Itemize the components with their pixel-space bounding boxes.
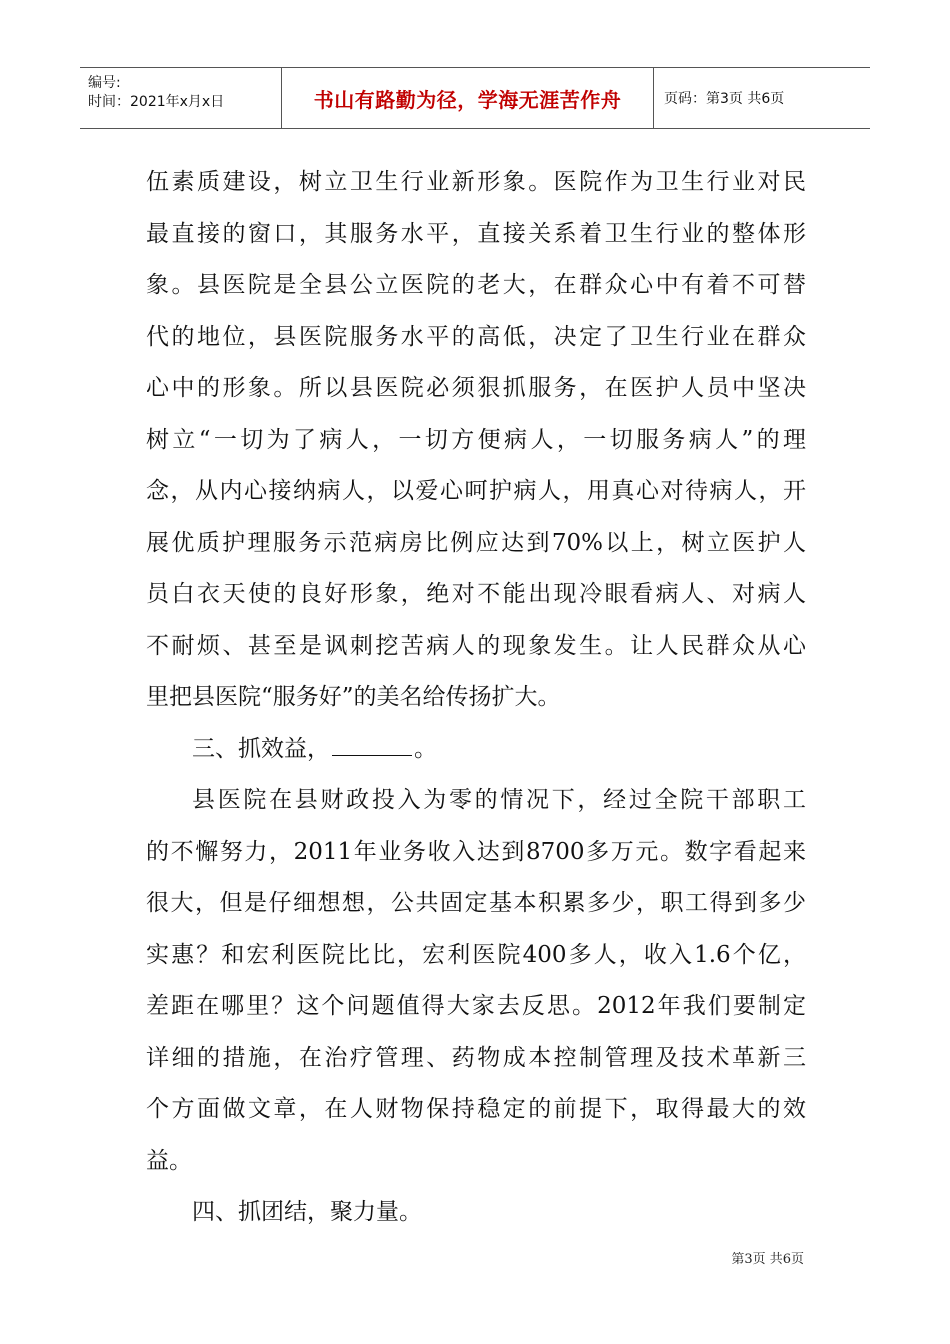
body-line: 员白衣天使的良好形象，绝对不能出现冷眼看病人、对病人 <box>146 581 806 607</box>
body-line: 益。 <box>146 1147 192 1174</box>
section-heading-3-text: 三、抓效益， <box>192 735 330 762</box>
header-page-code: 页码：第3页 共6页 <box>664 91 785 107</box>
section-heading-3 <box>146 724 806 776</box>
document-number-label: 编号: <box>88 75 121 91</box>
body-line: 个方面做文章，在人财物保持稳定的前提下，取得最大的效 <box>146 1096 806 1122</box>
body-line: 最直接的窗口，其服务水平，直接关系着卫生行业的整体形 <box>146 220 806 247</box>
section-heading-3-end: 。 <box>414 735 437 762</box>
body-line: 树立“一切为了病人，一切方便病人，一切服务病人”的理 <box>146 426 806 453</box>
header-motto: 书山有路勤为径，学海无涯苦作舟 <box>313 87 622 112</box>
page-header <box>80 67 870 129</box>
body-line: 差距在哪里？这个问题值得大家去反思。2012年我们要制定 <box>146 993 806 1019</box>
body-line: 伍素质建设，树立卫生行业新形象。医院作为卫生行业对民 <box>146 169 806 195</box>
body-line: 象。县医院是全县公立医院的老大，在群众心中有着不可替 <box>146 272 806 298</box>
header-page-cell <box>654 68 870 128</box>
body-line: 展优质护理服务示范病房比例应达到70%以上，树立医护人 <box>146 529 806 556</box>
page-footer: 第3页 共6页 <box>731 1252 804 1267</box>
body-line: 实惠？和宏利医院比比，宏利医院400多人，收入1.6个亿， <box>146 941 806 968</box>
document-body <box>146 157 806 1239</box>
body-line: 代的地位，县医院服务水平的高低，决定了卫生行业在群众 <box>146 323 806 350</box>
body-line: 念，从内心接纳病人，以爱心呵护病人，用真心对待病人，开 <box>146 478 806 504</box>
body-line: 里把县医院“服务好”的美名给传扬扩大。 <box>146 684 561 710</box>
body-line: 很大，但是仔细想想，公共固定基本积累多少，职工得到多少 <box>146 890 806 916</box>
section-heading-4: 四、抓团结，聚力量。 <box>192 1199 422 1225</box>
body-line: 心中的形象。所以县医院必须狠抓服务，在医护人员中坚决 <box>146 375 806 401</box>
header-meta-cell <box>80 68 282 128</box>
body-line: 详细的措施，在治疗管理、药物成本控制管理及技术革新三 <box>146 1044 806 1071</box>
fill-in-blank <box>332 725 412 756</box>
body-line: 的不懈努力，2011年业务收入达到8700多万元。数字看起来 <box>146 838 806 865</box>
header-motto-cell <box>282 68 654 128</box>
body-line: 县医院在县财政投入为零的情况下，经过全院干部职工 <box>192 787 806 813</box>
body-line: 不耐烦、甚至是讽刺挖苦病人的现象发生。让人民群众从心 <box>146 632 806 659</box>
document-date-label: 时间：2021年x月x日 <box>88 94 225 110</box>
